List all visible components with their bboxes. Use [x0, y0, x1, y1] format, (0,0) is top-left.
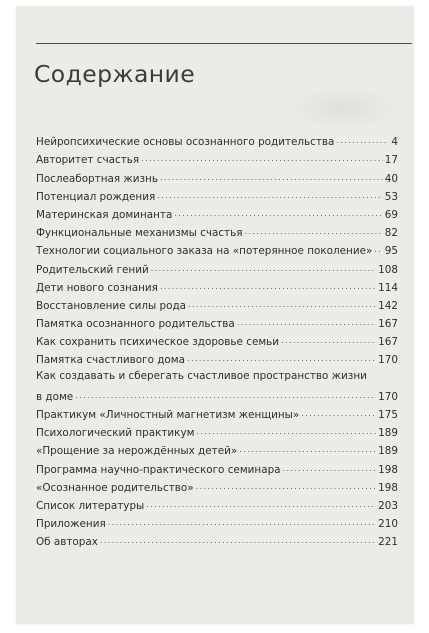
- toc-leader-dots: [196, 428, 376, 438]
- toc-entry: [36, 458, 398, 476]
- toc-page-number: 40: [384, 172, 398, 185]
- toc-leader-dots: [157, 192, 383, 202]
- toc-entry-title: Программа научно-практического семинара: [36, 463, 281, 476]
- toc-page-number: 82: [384, 227, 398, 240]
- toc-entry: [36, 149, 398, 167]
- toc-entry-title: Нейропсихические основы осознанного родительства: [36, 136, 335, 149]
- toc-page-number: 175: [378, 409, 398, 422]
- toc-entry: [36, 331, 398, 349]
- toc-entry-title: Послеабортная жизнь: [36, 172, 158, 185]
- toc-leader-dots: [301, 410, 376, 420]
- toc-page-number: 170: [378, 354, 398, 367]
- toc-entry: [36, 349, 398, 367]
- toc-entry-title: Как сохранить психическое здоровье семьи: [36, 336, 280, 349]
- toc-page-number: 210: [378, 518, 398, 531]
- toc-leader-dots: [188, 301, 376, 311]
- toc-leader-dots: [100, 537, 376, 547]
- toc-entry-title: Восстановление силы рода: [36, 299, 186, 312]
- toc-page-number: 167: [378, 336, 398, 349]
- toc-entry-title: Памятка счастливого дома: [36, 354, 185, 367]
- toc-leader-dots: [75, 392, 376, 402]
- toc-entry-title: Как создавать и сберегать счастливое пространство жизни: [36, 370, 367, 383]
- toc-leader-dots: [174, 210, 382, 220]
- toc-page-number: 69: [384, 208, 398, 221]
- toc-page-number: 4: [391, 136, 398, 149]
- toc-leader-dots: [141, 155, 383, 165]
- toc-entry-title: Об авторах: [36, 536, 98, 549]
- toc-entry: [36, 277, 398, 295]
- toc-page-number: 198: [378, 463, 398, 476]
- toc-page-number: 189: [378, 427, 398, 440]
- toc-leader-dots: [245, 228, 383, 238]
- toc-entry: [36, 131, 398, 149]
- toc-leader-dots: [146, 501, 376, 511]
- bleed-through-shadow: [288, 86, 398, 130]
- toc-entry: [36, 222, 398, 240]
- toc-page-number: 198: [378, 481, 398, 494]
- toc-page-number: 203: [378, 499, 398, 512]
- toc-entry: [36, 313, 398, 331]
- toc-entry: [36, 240, 398, 258]
- toc-entry: [36, 531, 398, 549]
- toc-entry: [36, 204, 398, 222]
- toc-leader-dots: [237, 319, 376, 329]
- toc-entry-title: Материнская доминанта: [36, 208, 173, 221]
- toc-leader-dots: [196, 483, 377, 493]
- toc-entry-title: Дети нового сознания: [36, 281, 158, 294]
- toc-leader-dots: [283, 465, 377, 475]
- toc-entry-title: Авторитет счастья: [36, 154, 140, 167]
- toc-entry-title: Функциональные механизмы счастья: [36, 227, 243, 240]
- toc-entry: [36, 404, 398, 422]
- toc-entry-title: Практикум «Личностный магнетизм женщины»: [36, 409, 300, 422]
- table-of-contents: [36, 131, 398, 549]
- toc-entry: [36, 495, 398, 513]
- toc-page-number: 53: [384, 190, 398, 203]
- toc-page-number: 108: [378, 263, 398, 276]
- toc-entry-continuation: [36, 386, 398, 404]
- book-page: [16, 6, 414, 624]
- toc-entry-title: «Осознанное родительство»: [36, 481, 194, 494]
- top-rule: [36, 43, 412, 44]
- toc-page-number: 167: [378, 318, 398, 331]
- toc-entry-title: Потенциал рождения: [36, 190, 156, 203]
- toc-leader-dots: [374, 246, 382, 256]
- toc-entry-title-cont: в доме: [36, 390, 74, 403]
- page-title: Содержание: [34, 60, 196, 88]
- toc-leader-dots: [108, 519, 376, 529]
- toc-entry: [36, 295, 398, 313]
- toc-page-number: 142: [378, 299, 398, 312]
- toc-entry-title: Технологии социального заказа на «потерянное поколение»: [36, 245, 373, 258]
- toc-entry: [36, 258, 398, 276]
- toc-page-number: 189: [378, 445, 398, 458]
- toc-entry: [36, 422, 398, 440]
- toc-entry-title: Памятка осознанного родительства: [36, 318, 235, 331]
- toc-page-number: 17: [384, 154, 398, 167]
- toc-entry-title: Список литературы: [36, 499, 145, 512]
- toc-entry-title: Приложения: [36, 518, 106, 531]
- toc-leader-dots: [239, 446, 376, 456]
- toc-leader-dots: [160, 283, 376, 293]
- toc-entry-title: Психологический практикум: [36, 427, 195, 440]
- toc-leader-dots: [160, 174, 383, 184]
- toc-entry: [36, 367, 398, 403]
- toc-entry-title: «Прощение за нерождённых детей»: [36, 445, 238, 458]
- toc-entry: [36, 513, 398, 531]
- toc-page-number: 170: [378, 390, 398, 403]
- toc-page-number: 221: [378, 536, 398, 549]
- toc-entry-title: Родительский гений: [36, 263, 149, 276]
- toc-page-number: 95: [384, 245, 398, 258]
- toc-page-number: 114: [378, 281, 398, 294]
- toc-leader-dots: [151, 265, 376, 275]
- toc-leader-dots: [187, 355, 376, 365]
- toc-leader-dots: [281, 337, 376, 347]
- toc-entry: [36, 440, 398, 458]
- toc-entry: [36, 167, 398, 185]
- toc-leader-dots: [336, 137, 386, 147]
- toc-entry: [36, 186, 398, 204]
- toc-entry: [36, 477, 398, 495]
